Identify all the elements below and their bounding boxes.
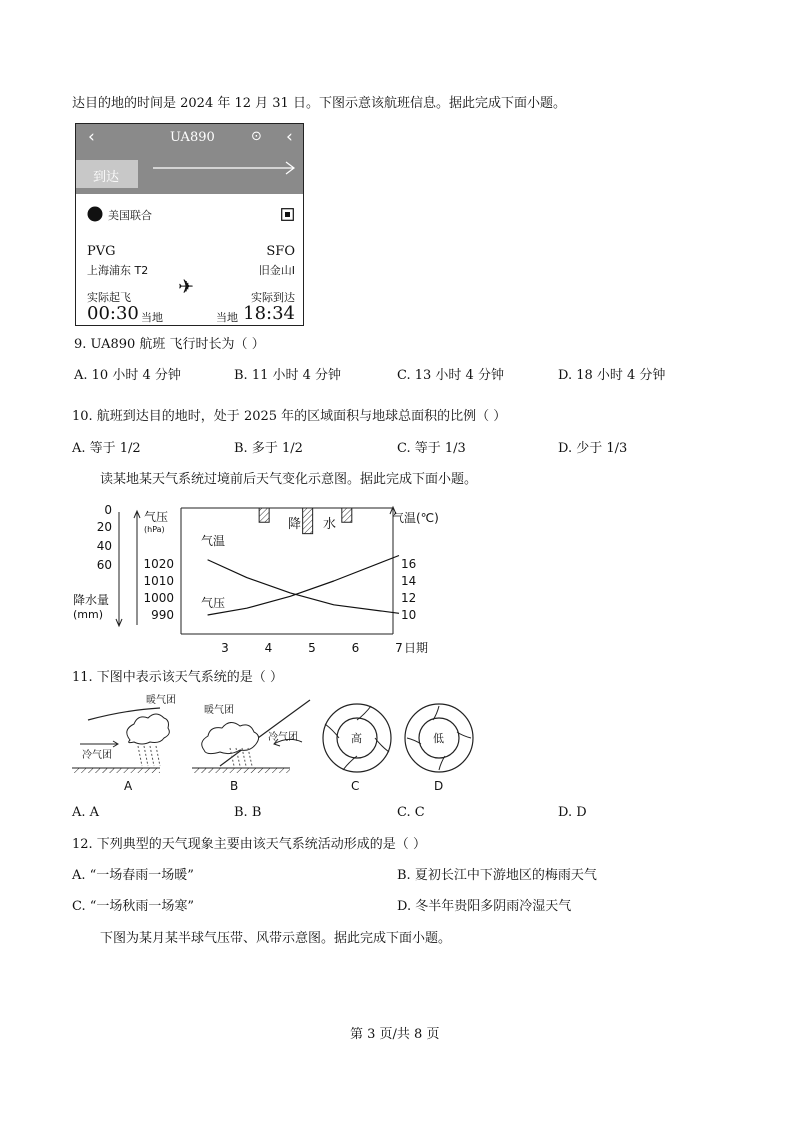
origin-code: PVG xyxy=(87,244,116,259)
page-footer: 第 3 页/共 8 页 xyxy=(350,1027,440,1042)
temp-tick-label: 12 xyxy=(401,591,417,605)
diagram-a-cold-label: 冷气团 xyxy=(82,750,112,761)
arrive-label: 实际到达 xyxy=(251,291,295,304)
diagram-b-letter: B xyxy=(230,779,239,793)
temp-series-label: 气温 xyxy=(201,534,226,548)
q11-option-c[interactable]: C. C xyxy=(397,805,425,820)
arrive-time: 18:34 xyxy=(243,303,295,324)
pressure-tick-label: 1000 xyxy=(143,591,174,605)
precip-tick-label: 20 xyxy=(96,520,112,534)
diagram-a-warm-label: 暖气团 xyxy=(146,695,176,706)
temp-tick-label: 10 xyxy=(401,608,417,622)
precip-bar xyxy=(259,508,269,522)
depart-label: 实际起飞 xyxy=(87,291,131,304)
q11-option-b[interactable]: B. B xyxy=(234,805,262,820)
pressure-axis-unit: (hPa) xyxy=(144,525,165,534)
flight-card xyxy=(75,123,304,326)
more-icon[interactable]: ⊙ xyxy=(251,129,262,144)
pressure-tick-label: 1020 xyxy=(143,557,174,571)
temperature-curve xyxy=(208,560,399,614)
qr-icon[interactable] xyxy=(281,208,294,221)
arrive-local-label: 当地 xyxy=(216,311,238,324)
q11-option-a[interactable]: A. A xyxy=(72,805,100,820)
x-tick-label: 3 xyxy=(221,641,229,655)
precip-bar xyxy=(303,508,313,534)
weather-chart xyxy=(66,500,456,660)
pressure-axis-label: 气压 xyxy=(144,510,169,524)
back-icon[interactable]: ‹ xyxy=(88,127,95,147)
x-tick-label: 5 xyxy=(308,641,316,655)
diagram-d-center-label: 低 xyxy=(433,732,444,745)
front-diagrams xyxy=(70,692,480,797)
intro-text: 达目的地的时间是 2024 年 12 月 31 日。下图示意该航班信息。据此完成下面小题。 xyxy=(72,96,566,111)
precip-axis-label: 降水量 xyxy=(73,593,110,607)
q12-option-c[interactable]: C. “一场秋雨一场寒” xyxy=(72,899,195,914)
q10-option-d[interactable]: D. 少于 1/3 xyxy=(558,441,628,456)
diagram-c-center-label: 高 xyxy=(351,732,362,745)
q9-stem: 9. UA890 航班 飞行时长为（ ） xyxy=(74,337,265,352)
diagram-c-letter: C xyxy=(351,779,360,793)
q12-option-a[interactable]: A. “一场春雨一场暖” xyxy=(72,868,194,883)
q9-option-b[interactable]: B. 11 小时 4 分钟 xyxy=(234,368,342,383)
precip-tick-label: 0 xyxy=(104,503,112,517)
diagram-d-letter: D xyxy=(434,779,444,793)
pressure-series-label: 气压 xyxy=(201,596,226,610)
temp-tick-label: 16 xyxy=(401,557,417,571)
q9-option-c[interactable]: C. 13 小时 4 分钟 xyxy=(397,368,504,383)
diagram-b-warm-label: 暖气团 xyxy=(204,705,234,716)
intro3-text: 下图为某月某半球气压带、风带示意图。据此完成下面小题。 xyxy=(100,931,452,946)
q12-option-b[interactable]: B. 夏初长江中下游地区的梅雨天气 xyxy=(397,868,597,883)
pressure-tick-label: 990 xyxy=(151,608,174,622)
dest-name: 旧金山I xyxy=(258,264,295,277)
status-label: 到达 xyxy=(93,170,120,185)
precip-tick-label: 60 xyxy=(96,558,112,572)
pressure-tick-label: 1010 xyxy=(143,574,174,588)
q10-option-a[interactable]: A. 等于 1/2 xyxy=(72,441,141,456)
x-tick-label: 4 xyxy=(264,641,273,655)
q9-option-d[interactable]: D. 18 小时 4 分钟 xyxy=(558,368,666,383)
flight-number: UA890 xyxy=(170,130,215,145)
precip-axis-unit: (mm) xyxy=(73,608,104,621)
precip-bar xyxy=(342,508,352,522)
intro2-text: 读某地某天气系统过境前后天气变化示意图。据此完成下面小题。 xyxy=(100,472,478,487)
depart-local-label: 当地 xyxy=(141,311,163,324)
x-tick-label: 7 xyxy=(395,641,403,655)
diagram-c[interactable] xyxy=(323,704,391,793)
q10-stem: 10. 航班到达目的地时，处于 2025 年的区域面积与地球总面积的比例（ ） xyxy=(72,409,507,424)
q10-option-b[interactable]: B. 多于 1/2 xyxy=(234,441,303,456)
precip-label-a: 降 xyxy=(288,517,302,532)
q12-option-d[interactable]: D. 冬半年贵阳多阴雨冷湿天气 xyxy=(397,899,572,914)
temp-axis-label: 气温(℃) xyxy=(392,511,439,525)
diagram-a-letter: A xyxy=(124,779,133,793)
airline-logo-icon xyxy=(87,206,103,222)
x-axis-unit: 日期 xyxy=(404,641,429,655)
diagram-b-cold-label: 冷气团 xyxy=(268,732,298,743)
precip-label-b: 水 xyxy=(323,517,337,532)
diagram-b[interactable] xyxy=(192,700,310,793)
q11-option-d[interactable]: D. D xyxy=(558,805,587,820)
share-icon[interactable]: ‹ xyxy=(286,127,293,147)
x-tick-label: 6 xyxy=(351,641,360,655)
q12-stem: 12. 下列典型的天气现象主要由该天气系统活动形成的是（ ） xyxy=(72,837,426,852)
q11-stem: 11. 下图中表示该天气系统的是（ ） xyxy=(72,670,283,685)
q10-option-c[interactable]: C. 等于 1/3 xyxy=(397,441,466,456)
dest-code: SFO xyxy=(266,244,295,259)
precip-tick-label: 40 xyxy=(96,539,112,553)
q9-option-a[interactable]: A. 10 小时 4 分钟 xyxy=(74,368,181,383)
airline-name: 美国联合 xyxy=(108,209,152,222)
diagram-d[interactable] xyxy=(405,704,473,793)
origin-name: 上海浦东 T2 xyxy=(87,264,149,277)
plane-icon: ✈ xyxy=(178,276,194,298)
pressure-curve xyxy=(208,556,399,616)
depart-time: 00:30 xyxy=(87,303,139,324)
diagram-a[interactable] xyxy=(72,693,176,793)
temp-tick-label: 14 xyxy=(401,574,417,588)
status-tab[interactable] xyxy=(76,160,138,188)
route-arrow-icon xyxy=(151,158,301,178)
